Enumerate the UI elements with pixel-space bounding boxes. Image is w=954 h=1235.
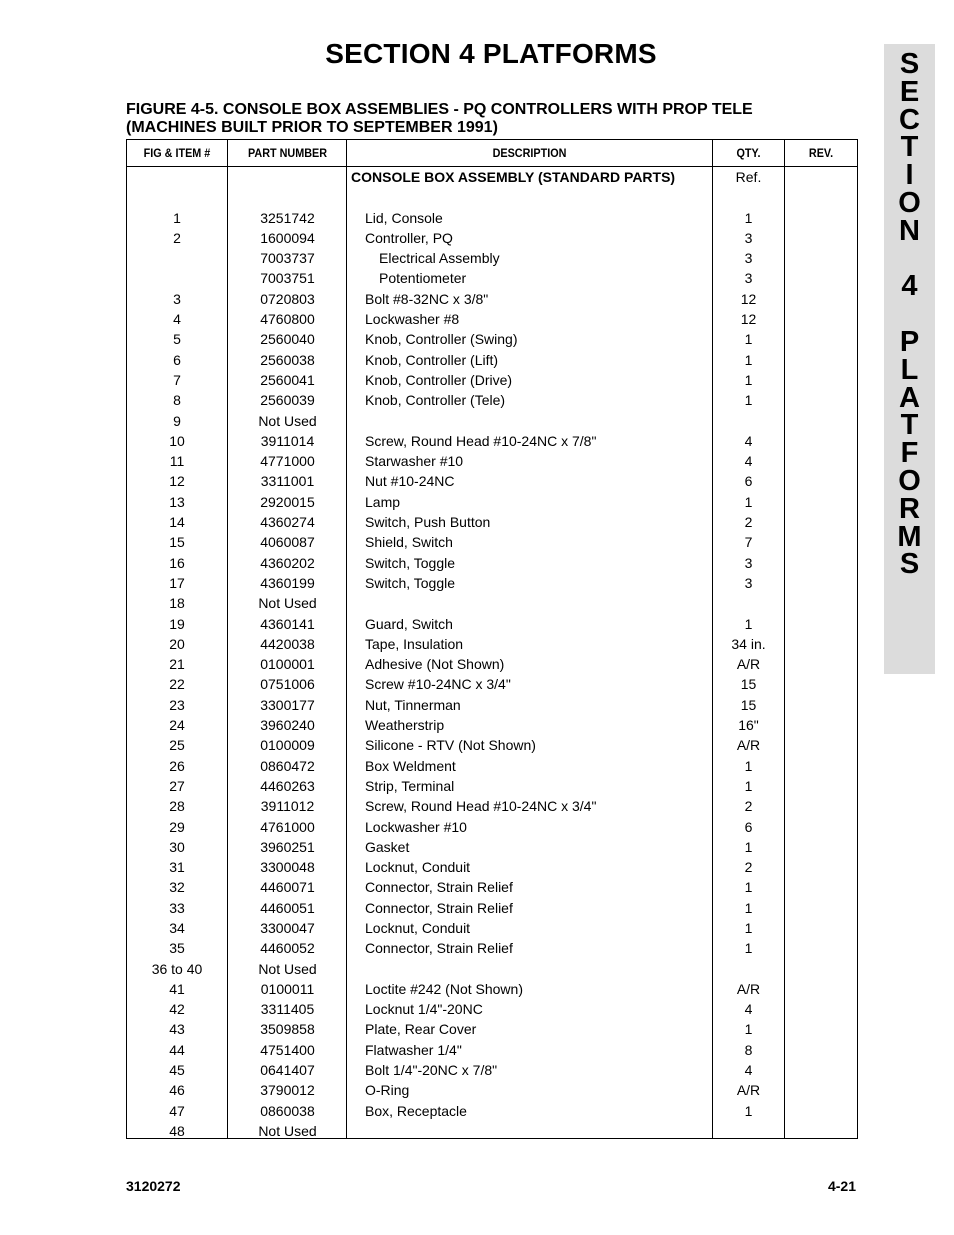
table-row [127,431,857,451]
table-body [127,167,857,1141]
part-number-cell: 0100001 [260,656,315,673]
table-row [127,1060,857,1080]
description-cell: Box Weldment [365,757,456,774]
description-cell: Strip, Terminal [365,777,455,794]
fig-item-cell: 16 [169,554,185,571]
section-side-tab [884,44,935,674]
document-number: 3120272 [126,1178,181,1194]
qty-cell: 6 [744,818,753,835]
table-row [127,329,857,349]
description-cell: Connector, Strain Relief [365,879,513,896]
table-row [127,999,857,1019]
table-row [127,654,857,674]
fig-item-cell: 20 [169,635,185,652]
qty-cell: 1 [744,371,753,388]
description-cell: Lockwasher #8 [365,311,460,328]
qty-cell: 34 in. [731,635,766,652]
fig-item-cell: 26 [169,757,185,774]
part-number-cell: 3300047 [260,919,315,936]
fig-item-cell: 45 [169,1062,185,1079]
description-cell: Weatherstrip [365,717,445,734]
fig-item-cell: 48 [169,1122,185,1139]
table-row [127,776,857,796]
qty-cell: 3 [744,250,753,267]
fig-item-cell: 24 [169,717,185,734]
fig-item-cell: 28 [169,798,185,815]
fig-item-cell: 11 [169,453,185,470]
fig-item-cell: 33 [169,899,185,916]
qty-cell: 1 [744,838,753,855]
table-row [127,857,857,877]
qty-cell: 2 [744,859,753,876]
table-row [127,593,857,613]
description-cell: Knob, Controller (Lift) [365,351,499,368]
qty-cell: 1 [744,879,753,896]
fig-item-cell: 25 [169,737,185,754]
description-cell: Box, Receptacle [365,1102,467,1119]
fig-item-cell: 2 [173,229,181,246]
table-row [127,208,857,228]
table-row [127,573,857,593]
description-cell: Switch, Toggle [365,554,456,571]
part-number-cell: 3300048 [260,859,315,876]
table-row [127,756,857,776]
table-row [127,959,857,979]
table-row [127,187,857,207]
description-cell: Lamp [365,493,401,510]
part-number-cell: 4460051 [260,899,315,916]
description-cell: Flatwasher 1/4" [365,1041,462,1058]
part-number-cell: 2920015 [260,493,315,510]
table-row [127,532,857,552]
fig-item-cell: 36 to 40 [151,960,203,977]
table-row [127,817,857,837]
description-cell: Knob, Controller (Drive) [365,371,513,388]
qty-cell: 1 [744,351,753,368]
header-fig-item: FIG & ITEM # [143,146,211,160]
fig-item-cell: 47 [169,1102,185,1119]
part-number-cell: Not Used [258,412,317,429]
table-row [127,735,857,755]
fig-item-cell: 12 [169,473,185,490]
description-cell: Locknut, Conduit [365,859,471,876]
description-cell: Electrical Assembly [379,250,500,267]
part-number-cell: Not Used [258,960,317,977]
description-cell: Switch, Toggle [365,574,456,591]
qty-cell: 7 [744,534,753,551]
part-number-cell: 4760800 [260,311,315,328]
part-number-cell: 4460263 [260,777,315,794]
fig-item-cell: 31 [169,859,185,876]
part-number-cell: 3509858 [260,1021,315,1038]
part-number-cell: 3300177 [260,696,315,713]
description-cell: Knob, Controller (Tele) [365,392,506,409]
part-number-cell: 4360141 [260,615,315,632]
fig-item-cell: 15 [169,534,185,551]
part-number-cell: 4060087 [260,534,315,551]
description-cell: Switch, Push Button [365,514,491,531]
part-number-cell: 0641407 [260,1062,315,1079]
fig-item-cell: 34 [169,919,185,936]
header-description: DESCRIPTION [492,146,567,160]
part-number-cell: 4360202 [260,554,315,571]
part-number-cell: 2560039 [260,392,315,409]
description-cell: Starwasher #10 [365,453,464,470]
description-cell: Nut, Tinnerman [365,696,461,713]
fig-item-cell: 43 [169,1021,185,1038]
fig-item-cell: 3 [173,290,181,307]
qty-cell: 2 [744,798,753,815]
description-cell: Locknut 1/4"-20NC [365,1001,483,1018]
part-number-cell: 3911012 [260,798,315,815]
part-number-cell: 0860472 [260,757,315,774]
fig-item-cell: 46 [169,1082,185,1099]
table-row [127,248,857,268]
description-cell: Plate, Rear Cover [365,1021,477,1038]
table-row [127,1121,857,1141]
part-number-cell: 4761000 [260,818,315,835]
part-number-cell: 2560041 [260,371,315,388]
description-cell: Loctite #242 (Not Shown) [365,980,523,997]
part-number-cell: 3960240 [260,717,315,734]
fig-item-cell: 29 [169,818,185,835]
qty-cell: 1 [744,615,753,632]
qty-cell: 2 [744,514,753,531]
fig-item-cell: 23 [169,696,185,713]
description-cell: Connector, Strain Relief [365,899,513,916]
part-number-cell: 7003751 [260,270,315,287]
table-row [127,1019,857,1039]
fig-item-cell: 6 [173,351,181,368]
part-number-cell: 2560040 [260,331,315,348]
table-row [127,390,857,410]
fig-item-cell: 35 [169,940,185,957]
side-tab-label: S E C T I O N 4 P L A T F O R M S [897,48,922,581]
qty-cell: 3 [744,270,753,287]
part-number-cell: 3311001 [260,473,315,490]
part-number-cell: 0751006 [260,676,315,693]
table-row [127,228,857,248]
qty-cell: 16" [738,717,759,734]
fig-item-cell: 42 [169,1001,185,1018]
description-cell: Lockwasher #10 [365,818,467,835]
description-cell: Connector, Strain Relief [365,940,513,957]
description-cell: O-Ring [365,1082,410,1099]
qty-cell: 15 [740,676,757,693]
qty-cell: 1 [744,1102,753,1119]
qty-cell: 1 [744,493,753,510]
qty-cell: 4 [744,1062,753,1079]
qty-cell: 1 [744,899,753,916]
qty-cell: 3 [744,574,753,591]
table-row [127,553,857,573]
part-number-cell: 2560038 [260,351,315,368]
qty-cell: 1 [744,757,753,774]
fig-item-cell: 18 [169,595,185,612]
part-number-cell: 3960251 [260,838,315,855]
qty-cell: 1 [744,919,753,936]
table-header [127,140,857,167]
table-row [127,979,857,999]
part-number-cell: Not Used [258,595,317,612]
fig-item-cell: 9 [173,412,181,429]
qty-cell: 6 [744,473,753,490]
header-part-number: PART NUMBER [247,146,328,160]
qty-cell: 4 [744,432,753,449]
section-title: SECTION 4 PLATFORMS [325,38,657,69]
table-row [127,695,857,715]
qty-cell: A/R [736,1082,761,1099]
part-number-cell: 3790012 [260,1082,315,1099]
table-row [127,411,857,431]
fig-item-cell: 22 [169,676,185,693]
description-cell: Tape, Insulation [365,635,464,652]
part-number-cell: 4360199 [260,574,315,591]
qty-cell: 4 [744,1001,753,1018]
page-number: 4-21 [827,1178,856,1194]
part-number-cell: 4360274 [260,514,315,531]
fig-item-cell: 10 [169,432,185,449]
table-row [127,614,857,634]
qty-cell: 12 [740,290,757,307]
qty-cell: 1 [744,777,753,794]
fig-item-cell: 7 [173,371,181,388]
description-cell: CONSOLE BOX ASSEMBLY (STANDARD PARTS) [351,169,676,185]
part-number-cell: 4460071 [260,879,315,896]
part-number-cell: 3911014 [260,432,315,449]
description-cell: Screw #10-24NC x 3/4" [365,676,511,693]
description-cell: Screw, Round Head #10-24NC x 3/4" [365,798,597,815]
description-cell: Potentiometer [379,270,467,287]
table-row [127,898,857,918]
description-cell: Screw, Round Head #10-24NC x 7/8" [365,432,597,449]
fig-item-cell: 32 [169,879,185,896]
qty-cell: 1 [744,392,753,409]
description-cell: Bolt #8-32NC x 3/8" [365,290,489,307]
qty-cell: A/R [736,980,761,997]
fig-item-cell: 41 [169,980,185,997]
qty-cell: 12 [740,311,757,328]
table-row [127,796,857,816]
part-number-cell: 4420038 [260,635,315,652]
table-row [127,1101,857,1121]
qty-cell: Ref. [735,169,762,185]
fig-item-cell: 19 [169,615,185,632]
part-number-cell: 0860038 [260,1102,315,1119]
part-number-cell: 0100011 [260,980,315,997]
part-number-cell: 0720803 [260,290,315,307]
table-row [127,268,857,288]
qty-cell: 4 [744,453,753,470]
fig-item-cell: 4 [173,311,181,328]
header-qty: QTY. [736,146,761,160]
fig-item-cell: 17 [169,574,185,591]
part-number-cell: 0100009 [260,737,315,754]
qty-cell: A/R [736,656,761,673]
qty-cell: 8 [744,1041,753,1058]
qty-cell: 1 [744,1021,753,1038]
description-cell: Adhesive (Not Shown) [365,656,505,673]
description-cell: Nut #10-24NC [365,473,455,490]
part-number-cell: 3251742 [260,209,315,226]
description-cell: Gasket [365,838,410,855]
table-row [127,877,857,897]
description-cell: Lid, Console [365,209,443,226]
qty-cell: 1 [744,209,753,226]
fig-item-cell: 5 [173,331,181,348]
table-row [127,350,857,370]
table-row [127,492,857,512]
table-row [127,715,857,735]
qty-cell: A/R [736,737,761,754]
part-number-cell: 3311405 [260,1001,315,1018]
description-cell: Knob, Controller (Swing) [365,331,518,348]
fig-item-cell: 13 [169,493,185,510]
qty-cell: 1 [744,940,753,957]
table-row [127,167,857,187]
qty-cell: 3 [744,554,753,571]
table-row [127,918,857,938]
table-row [127,1040,857,1060]
part-number-cell: 1600094 [260,229,315,246]
description-cell: Locknut, Conduit [365,919,471,936]
parts-table [126,139,858,1139]
table-row [127,1080,857,1100]
table-row [127,451,857,471]
fig-item-cell: 44 [169,1041,185,1058]
description-cell: Controller, PQ [365,229,453,246]
description-cell: Guard, Switch [365,615,453,632]
table-row [127,512,857,532]
qty-cell: 15 [740,696,757,713]
part-number-cell: Not Used [258,1122,317,1139]
table-row [127,370,857,390]
fig-item-cell: 1 [173,209,181,226]
fig-item-cell: 30 [169,838,185,855]
description-cell: Silicone - RTV (Not Shown) [365,737,536,754]
fig-item-cell: 27 [169,777,185,794]
part-number-cell: 4771000 [260,453,315,470]
table-row [127,309,857,329]
fig-item-cell: 21 [169,656,185,673]
table-row [127,674,857,694]
description-cell: Bolt 1/4"-20NC x 7/8" [365,1062,498,1079]
table-row [127,837,857,857]
table-row [127,634,857,654]
table-row [127,289,857,309]
fig-item-cell: 8 [173,392,181,409]
table-row [127,938,857,958]
qty-cell: 3 [744,229,753,246]
header-rev: REV. [808,146,834,160]
fig-item-cell: 14 [169,514,185,531]
part-number-cell: 7003737 [260,250,315,267]
table-row [127,471,857,491]
part-number-cell: 4751400 [260,1041,315,1058]
qty-cell: 1 [744,331,753,348]
figure-title: FIGURE 4-5. CONSOLE BOX ASSEMBLIES - PQ CONTROLLERS WITH PROP TELE (MACHINES BUILT PRIOR TO SEPTEMBER 1991) [126,101,753,136]
description-cell: Shield, Switch [365,534,453,551]
part-number-cell: 4460052 [260,940,315,957]
